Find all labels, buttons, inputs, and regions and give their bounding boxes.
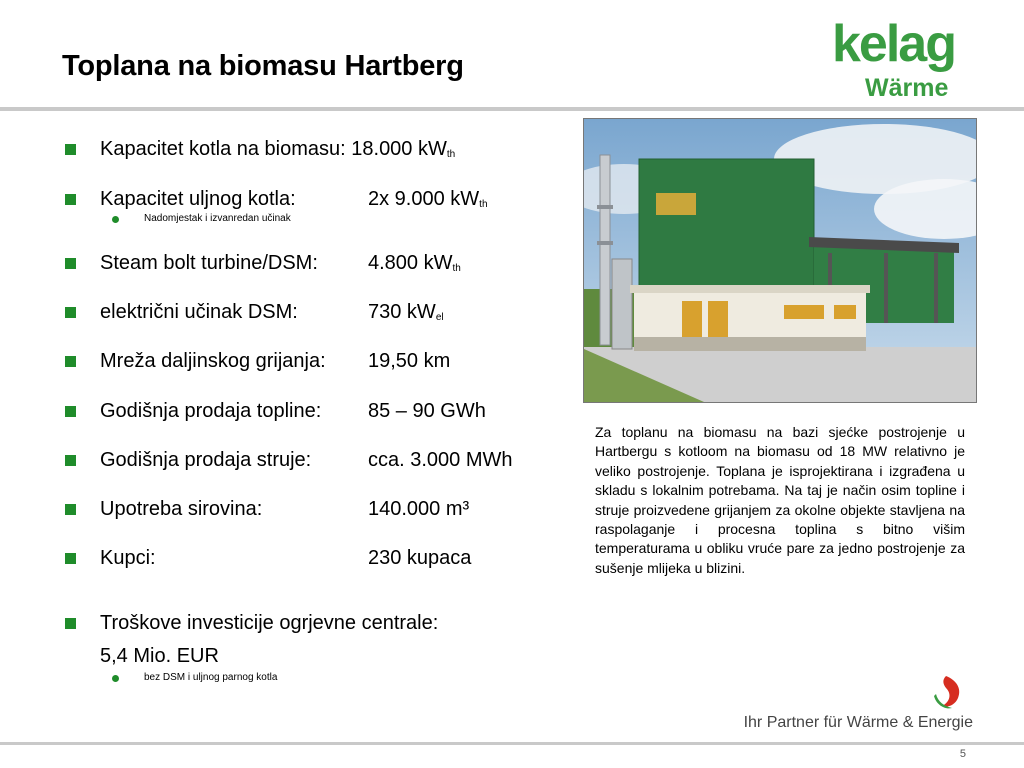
footer-brand: [718, 670, 973, 740]
page-title: Toplana na biomasu Hartberg: [62, 50, 464, 82]
square-bullet-icon: [65, 307, 76, 318]
sub-note: Nadomjestak i izvanredan učinak: [144, 213, 291, 224]
fact-label: Troškove investicije ogrjevne centrale:: [100, 612, 439, 634]
fact-label: električni učinak DSM:: [100, 301, 298, 323]
plant-description: Za toplanu na biomasu na bazi sjećke postrojenje u Hartbergu s kotloom na biomasu od 18 MW relativno je veliko postrojenje. Toplana je isprojektirana i izgrađena u skladu s lokalnim potrebama. Na taj je način osim topline i struje proizvedene grijanjem za okolne objekte stavljena na raspolaganje i procesna toplina s bitno višim temperaturama u obliku vruće pare za jedno postrojenje za sušenje mlijeka u blizini.: [595, 424, 965, 576]
fact-value: 2x 9.000 kW: [368, 188, 480, 210]
tagline: Ihr Partner für Wärme & Energie: [743, 714, 973, 731]
fact-value: 730 kW: [368, 301, 436, 323]
flame-leaf-icon: [926, 672, 966, 712]
fact-value: 4.800 kW: [368, 252, 453, 274]
square-bullet-icon: [65, 504, 76, 515]
fact-value: 230 kupaca: [368, 547, 472, 569]
square-bullet-icon: [65, 144, 76, 155]
logo-wordmark-waerme: Wärme: [865, 74, 949, 102]
fact-value-subscript: th: [479, 199, 488, 210]
fact-value: 140.000 m³: [368, 498, 470, 520]
square-bullet-icon: [65, 258, 76, 269]
square-bullet-icon: [65, 406, 76, 417]
plant-photo: [583, 118, 977, 403]
fact-label: Kupci:: [100, 547, 156, 569]
logo-wordmark-kelag: kelag: [832, 15, 955, 73]
square-bullet-icon: [65, 618, 76, 629]
square-bullet-icon: [65, 356, 76, 367]
square-bullet-icon: [65, 194, 76, 205]
round-bullet-icon: [112, 216, 119, 223]
title-divider: [0, 107, 1024, 111]
fact-value: 19,50 km: [368, 350, 451, 372]
fact-label: Kapacitet uljnog kotla:: [100, 188, 296, 210]
sub-note: bez DSM i uljnog parnog kotla: [144, 672, 278, 683]
fact-value: cca. 3.000 MWh: [368, 449, 513, 471]
square-bullet-icon: [65, 553, 76, 564]
footer-divider: [0, 742, 1024, 745]
fact-label-subscript: th: [446, 149, 456, 160]
page-number: 5: [959, 748, 966, 760]
fact-label: Upotreba sirovina:: [100, 498, 263, 520]
round-bullet-icon: [112, 675, 119, 682]
fact-label: Godišnja prodaja topline:: [100, 400, 322, 422]
investment-value: 5,4 Mio. EUR: [100, 645, 219, 667]
fact-value-subscript: el: [435, 312, 444, 323]
fact-label: Godišnja prodaja struje:: [100, 449, 312, 471]
fact-label: Kapacitet kotla na biomasu: 18.000 kW: [100, 138, 447, 160]
fact-label: Steam bolt turbine/DSM:: [100, 252, 318, 274]
fact-label: Mreža daljinskog grijanja:: [100, 350, 326, 372]
fact-value-subscript: th: [452, 263, 461, 274]
biomass-plant-illustration: [584, 119, 976, 402]
square-bullet-icon: [65, 455, 76, 466]
kelag-waerme-logo: [832, 14, 972, 100]
fact-value: 85 – 90 GWh: [368, 400, 486, 422]
